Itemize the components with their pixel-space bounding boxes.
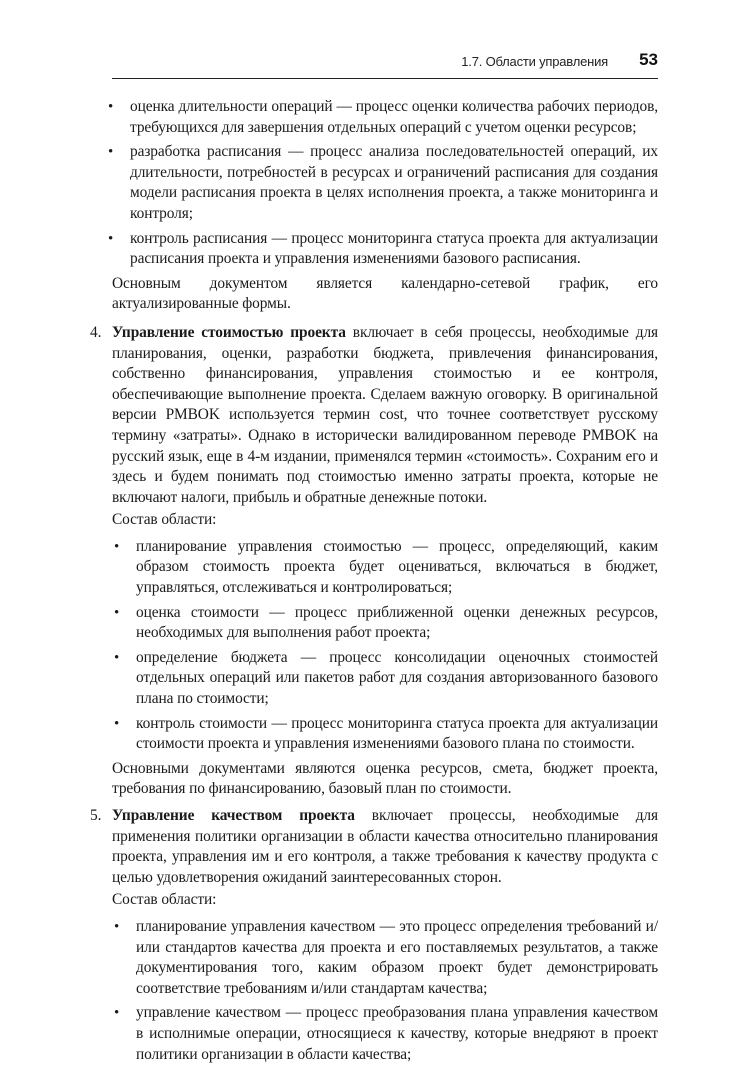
section-number: 5.	[90, 807, 102, 824]
section-number: 4.	[90, 323, 102, 341]
section-paragraph	[112, 323, 658, 508]
page-header	[112, 50, 658, 79]
list-item: • определение бюджета — процесс консолидации оценочных стоимостей отдельных операций или пакетов работ для создания авторизованного базового плана по стоимости;	[112, 648, 658, 710]
intro-bullet-list	[106, 97, 658, 270]
list-item: • разработка расписания — процесс анализа последовательностей операций, их длительности, потребностей в ресурсах и ограничений расписания для создания модели расписания проекта в целях исполнения проекта, а также мониторинга и контроля;	[106, 142, 658, 224]
section-paragraph	[112, 806, 658, 888]
list-item: • контроль расписания — процесс мониторинга статуса проекта для актуализации расписания проекта и управления изменениями базового расписания.	[106, 229, 658, 270]
intro-note: Основным документом является календарно-сетевой график, его актуализированные формы.	[112, 274, 658, 313]
quality-bullet-list	[112, 917, 658, 1065]
section-text: включает в себя процессы, необходимые для планирования, оценки, разработки бюджета, привлечения финансирования, собственно финансирования, управления стоимостью и ее контроля, обеспечивающие выполнение проекта. Сделаем важную оговорку. В оригинальной версии PMBOK используется термин cost, что точнее соответствует русскому термину «затраты». Однако в исторически валидированном переводе PMBOK на русский язык, еще в 4-м издании, применялся термин «стоимость». Сохраним его и здесь и будем понимать под стоимостью именно затраты проекта, которые не включают налоги, прибыль и обратные денежные потоки.	[112, 323, 659, 506]
list-item: • оценка длительности операций — процесс оценки количества рабочих периодов, требующихся для завершения отдельных операций с учетом оценки ресурсов;	[106, 97, 658, 138]
list-item: • управление качеством — процесс преобразования плана управления качеством в исполнимые операции, относящиеся к качеству, которые внедряют в проект политики организации в области качества;	[112, 1003, 658, 1065]
section-note: Основными документами являются оценка ресурсов, смета, бюджет проекта, требования по финансированию, базовый план по стоимости.	[112, 759, 658, 798]
section-text: включает процессы, необходимые для применения политики организации в области качества относительно планирования проекта, управления им и его контроля, а также требования к качеству продукта с целью удовлетворения ожиданий заинтересованных сторон.	[112, 807, 658, 886]
section-title: Управление стоимостью проекта	[112, 323, 346, 341]
running-title: 1.7. Области управления	[461, 54, 608, 69]
section-cost-management	[90, 323, 659, 800]
composition-label: Состав области:	[112, 511, 217, 529]
cost-bullet-list	[112, 537, 658, 755]
list-item: • оценка стоимости — процесс приближенной оценки денежных ресурсов, необходимых для выполнения работ проекта;	[112, 603, 658, 644]
list-item: • контроль стоимости — процесс мониторинга статуса проекта для актуализации стоимости проекта и управления изменениями базового плана по стоимости.	[112, 714, 658, 755]
page-number: 53	[639, 50, 658, 69]
page-body	[90, 97, 659, 1069]
list-item: • планирование управления качеством — это процесс определения требований и/или стандартов качества для проекта и его поставляемых результатов, а также документирования того, каким образом проект будет демонстрировать соответствие требованиям и/или стандартам качества;	[112, 917, 658, 999]
list-item: • планирование управления стоимостью — процесс, определяющий, каким образом стоимость проекта будет оцениваться, включаться в бюджет, управляться, отслеживаться и контролироваться;	[112, 537, 658, 599]
section-quality-management	[90, 806, 658, 1065]
composition-label: Состав области:	[112, 891, 217, 909]
section-title: Управление качеством проекта	[112, 807, 355, 824]
